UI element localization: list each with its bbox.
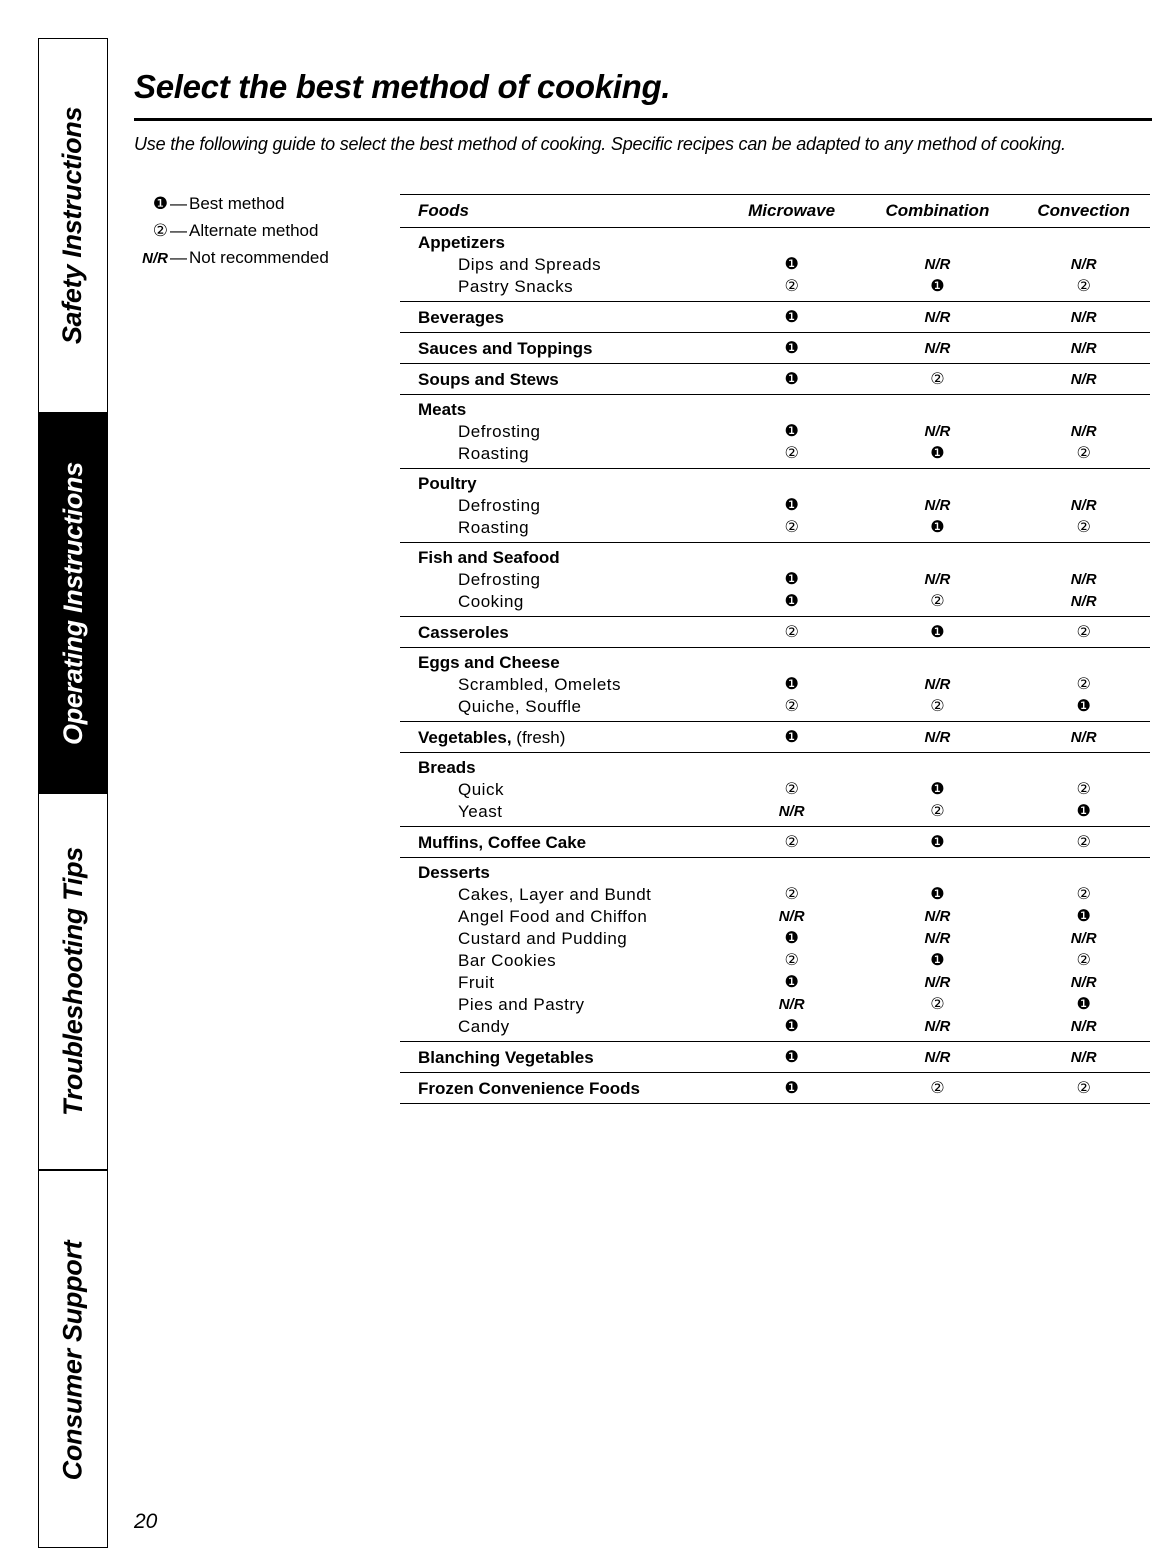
- best-method-icon: ❶: [784, 1080, 799, 1097]
- food-category-label: Breads: [418, 758, 476, 777]
- convection-cell: [1017, 883, 1150, 905]
- food-item: Defrosting: [458, 495, 541, 515]
- convection-cell: [1017, 590, 1150, 617]
- food-item: Custard and Pudding: [458, 928, 628, 948]
- not-recommended-mark: N/R: [924, 256, 951, 273]
- legend: [134, 192, 329, 273]
- not-recommended-mark: N/R: [924, 571, 951, 588]
- convection-cell: [1017, 516, 1150, 543]
- table-row: [400, 516, 1150, 543]
- combination-cell: [858, 722, 1018, 753]
- food-item: Candy: [400, 1015, 726, 1042]
- food-category-label: Poultry: [418, 474, 477, 493]
- food-category: [400, 1073, 726, 1104]
- not-recommended-mark: N/R: [778, 996, 805, 1013]
- best-method-icon: ❶: [784, 423, 799, 440]
- alternate-method-icon: ②: [930, 996, 945, 1013]
- microwave-cell: [726, 883, 858, 905]
- side-tab-safety-instructions[interactable]: [39, 39, 107, 414]
- combination-cell: [858, 778, 1018, 800]
- combination-cell: [858, 364, 1018, 395]
- legend-symbol: N/R: [142, 250, 168, 267]
- microwave-cell: [726, 228, 858, 254]
- table-row: [400, 494, 1150, 516]
- food-category: [400, 648, 726, 674]
- not-recommended-mark: N/R: [924, 497, 951, 514]
- food-item: Roasting: [400, 442, 726, 469]
- combination-cell: [858, 993, 1018, 1015]
- header-foods: Foods: [400, 195, 726, 228]
- best-method-icon: ❶: [784, 1049, 799, 1066]
- alternate-method-icon: ②: [1076, 1080, 1091, 1097]
- convection-cell: [1017, 543, 1150, 569]
- best-method-icon: ❶: [930, 952, 945, 969]
- side-tabs: [38, 38, 108, 1548]
- best-method-icon: ❶: [1076, 803, 1091, 820]
- not-recommended-mark: N/R: [924, 1018, 951, 1035]
- convection-cell: [1017, 722, 1150, 753]
- food-item: Dips and Spreads: [458, 254, 602, 274]
- best-method-icon: ❶: [784, 593, 799, 610]
- combination-cell: [858, 228, 1018, 254]
- food-item: Pies and Pastry: [458, 994, 585, 1014]
- microwave-cell: [726, 695, 858, 722]
- intro-text: Use the following guide to select the best method of cooking. Specific recipes can be adapted to any method of cooking.: [134, 134, 1066, 154]
- best-method-icon: ❶: [930, 624, 945, 641]
- table-row: [400, 753, 1150, 779]
- not-recommended-mark: N/R: [1070, 497, 1097, 514]
- food-category-label: Meats: [418, 400, 467, 419]
- food-item: Bar Cookies: [458, 950, 557, 970]
- not-recommended-mark: N/R: [924, 729, 951, 746]
- food-item: Scrambled, Omelets: [458, 674, 621, 694]
- legend-text: Best method: [189, 194, 285, 213]
- table-row: [400, 333, 1150, 364]
- best-method-icon: ❶: [784, 676, 799, 693]
- combination-cell: [858, 1042, 1018, 1073]
- combination-cell: [858, 673, 1018, 695]
- table-row: [400, 1015, 1150, 1042]
- microwave-cell: [726, 420, 858, 442]
- alternate-method-icon: ②: [784, 278, 799, 295]
- combination-cell: [858, 648, 1018, 674]
- food-category: [400, 302, 726, 333]
- convection-cell: [1017, 778, 1150, 800]
- microwave-cell: [726, 927, 858, 949]
- side-tab-label: Consumer Support: [57, 1240, 88, 1480]
- table-row: [400, 800, 1150, 827]
- alternate-method-icon: ②: [784, 886, 799, 903]
- legend-row: [134, 246, 329, 273]
- food-category: [400, 543, 726, 569]
- not-recommended-mark: N/R: [1070, 371, 1097, 388]
- side-tab-label: Operating Instructions: [57, 461, 88, 745]
- table-row: [400, 905, 1150, 927]
- food-category-label: Beverages: [418, 307, 505, 327]
- combination-cell: [858, 927, 1018, 949]
- food-category: [400, 753, 726, 779]
- combination-cell: [858, 905, 1018, 927]
- alternate-method-icon: ②: [784, 698, 799, 715]
- microwave-cell: [726, 333, 858, 364]
- convection-cell: [1017, 971, 1150, 993]
- convection-cell: [1017, 858, 1150, 884]
- alternate-method-icon: ②: [1076, 781, 1091, 798]
- table-row: [400, 568, 1150, 590]
- best-method-icon: ❶: [784, 256, 799, 273]
- food-category-label: Sauces and Toppings: [418, 338, 593, 358]
- best-method-icon: ❶: [930, 834, 945, 851]
- table-row: [400, 364, 1150, 395]
- table-row: [400, 971, 1150, 993]
- food-category: [400, 333, 726, 364]
- convection-cell: [1017, 827, 1150, 858]
- microwave-cell: [726, 858, 858, 884]
- microwave-cell: [726, 494, 858, 516]
- page-number: 20: [134, 1510, 158, 1533]
- combination-cell: [858, 494, 1018, 516]
- side-tab-troubleshooting-tips[interactable]: [39, 794, 107, 1171]
- best-method-icon: ❶: [784, 729, 799, 746]
- food-item: Angel Food and Chiffon: [458, 906, 648, 926]
- microwave-cell: [726, 905, 858, 927]
- table-row: [400, 253, 1150, 275]
- best-method-icon: ❶: [784, 497, 799, 514]
- header-microwave: Microwave: [726, 195, 858, 228]
- table-row: [400, 778, 1150, 800]
- convection-cell: [1017, 364, 1150, 395]
- not-recommended-mark: N/R: [1070, 423, 1097, 440]
- table-row: [400, 858, 1150, 884]
- combination-cell: [858, 971, 1018, 993]
- combination-cell: [858, 516, 1018, 543]
- convection-cell: [1017, 420, 1150, 442]
- microwave-cell: [726, 993, 858, 1015]
- table-row: [400, 695, 1150, 722]
- alternate-method-icon: ②: [930, 803, 945, 820]
- convection-cell: [1017, 695, 1150, 722]
- microwave-cell: [726, 442, 858, 469]
- alternate-method-icon: ②: [1076, 886, 1091, 903]
- convection-cell: [1017, 442, 1150, 469]
- not-recommended-mark: N/R: [1070, 309, 1097, 326]
- not-recommended-mark: N/R: [778, 803, 805, 820]
- table-row: [400, 302, 1150, 333]
- best-method-icon: ❶: [930, 886, 945, 903]
- alternate-method-icon: ②: [1076, 278, 1091, 295]
- alternate-method-icon: ②: [784, 952, 799, 969]
- legend-dash: —: [170, 248, 187, 267]
- not-recommended-mark: N/R: [778, 908, 805, 925]
- microwave-cell: [726, 568, 858, 590]
- convection-cell: [1017, 395, 1150, 421]
- table-row: [400, 722, 1150, 753]
- legend-dash: —: [170, 221, 187, 240]
- microwave-cell: [726, 364, 858, 395]
- combination-cell: [858, 395, 1018, 421]
- not-recommended-mark: N/R: [924, 423, 951, 440]
- microwave-cell: [726, 1042, 858, 1073]
- food-category: [400, 858, 726, 884]
- convection-cell: [1017, 469, 1150, 495]
- not-recommended-mark: N/R: [1070, 974, 1097, 991]
- microwave-cell: [726, 617, 858, 648]
- combination-cell: [858, 420, 1018, 442]
- food-category-label: Eggs and Cheese: [418, 653, 560, 672]
- convection-cell: [1017, 753, 1150, 779]
- alternate-method-icon: ②: [784, 781, 799, 798]
- food-category-label: Blanching Vegetables: [418, 1047, 594, 1067]
- convection-cell: [1017, 253, 1150, 275]
- convection-cell: [1017, 494, 1150, 516]
- combination-cell: [858, 302, 1018, 333]
- microwave-cell: [726, 827, 858, 858]
- alternate-method-icon: ②: [930, 593, 945, 610]
- microwave-cell: [726, 590, 858, 617]
- best-method-icon: ❶: [1076, 698, 1091, 715]
- microwave-cell: [726, 1073, 858, 1104]
- not-recommended-mark: N/R: [924, 974, 951, 991]
- microwave-cell: [726, 275, 858, 302]
- food-category-note: (fresh): [511, 727, 566, 747]
- microwave-cell: [726, 1015, 858, 1042]
- combination-cell: [858, 827, 1018, 858]
- best-method-icon: ❶: [784, 371, 799, 388]
- not-recommended-mark: N/R: [1070, 593, 1097, 610]
- convection-cell: [1017, 568, 1150, 590]
- side-tab-label: Safety Instructions: [57, 106, 88, 345]
- alternate-method-icon: ②: [1076, 519, 1091, 536]
- microwave-cell: [726, 800, 858, 827]
- combination-cell: [858, 858, 1018, 884]
- convection-cell: [1017, 673, 1150, 695]
- alternate-method-icon: ②: [930, 1080, 945, 1097]
- food-category-label: Frozen Convenience Foods: [418, 1078, 640, 1098]
- table-row: [400, 442, 1150, 469]
- legend-text: Not recommended: [189, 248, 329, 267]
- best-method-icon: ❶: [784, 340, 799, 357]
- best-method-icon: ❶: [1076, 908, 1091, 925]
- food-category-label: Appetizers: [418, 233, 505, 252]
- not-recommended-mark: N/R: [924, 340, 951, 357]
- convection-cell: [1017, 927, 1150, 949]
- food-item: Defrosting: [458, 421, 541, 441]
- not-recommended-mark: N/R: [924, 930, 951, 947]
- combination-cell: [858, 469, 1018, 495]
- combination-cell: [858, 1015, 1018, 1042]
- convection-cell: [1017, 275, 1150, 302]
- cooking-method-table: [400, 194, 1150, 1104]
- food-category-label: Soups and Stews: [418, 369, 559, 389]
- side-tab-operating-instructions[interactable]: [39, 414, 107, 794]
- combination-cell: [858, 883, 1018, 905]
- table-row: [400, 469, 1150, 495]
- food-category: [400, 364, 726, 395]
- not-recommended-mark: N/R: [1070, 930, 1097, 947]
- food-category: [400, 1042, 726, 1073]
- food-category-label: Casseroles: [418, 622, 509, 642]
- microwave-cell: [726, 395, 858, 421]
- title-rule: [134, 118, 1152, 121]
- food-category: [400, 722, 726, 753]
- legend-symbol: ②: [152, 221, 168, 240]
- table-row: [400, 420, 1150, 442]
- alternate-method-icon: ②: [930, 371, 945, 388]
- combination-cell: [858, 543, 1018, 569]
- table-row: [400, 993, 1150, 1015]
- table-row: [400, 543, 1150, 569]
- alternate-method-icon: ②: [1076, 445, 1091, 462]
- alternate-method-icon: ②: [1076, 834, 1091, 851]
- food-item: Roasting: [400, 516, 726, 543]
- convection-cell: [1017, 1042, 1150, 1073]
- microwave-cell: [726, 516, 858, 543]
- not-recommended-mark: N/R: [924, 1049, 951, 1066]
- microwave-cell: [726, 971, 858, 993]
- microwave-cell: [726, 673, 858, 695]
- convection-cell: [1017, 617, 1150, 648]
- combination-cell: [858, 617, 1018, 648]
- food-category: [400, 469, 726, 495]
- not-recommended-mark: N/R: [924, 309, 951, 326]
- alternate-method-icon: ②: [930, 698, 945, 715]
- alternate-method-icon: ②: [784, 834, 799, 851]
- best-method-icon: ❶: [784, 309, 799, 326]
- food-category: [400, 228, 726, 254]
- table-row: [400, 590, 1150, 617]
- alternate-method-icon: ②: [784, 445, 799, 462]
- not-recommended-mark: N/R: [1070, 256, 1097, 273]
- alternate-method-icon: ②: [784, 624, 799, 641]
- page-title: Select the best method of cooking.: [134, 68, 671, 105]
- microwave-cell: [726, 753, 858, 779]
- combination-cell: [858, 442, 1018, 469]
- convection-cell: [1017, 905, 1150, 927]
- best-method-icon: ❶: [784, 1018, 799, 1035]
- food-category: [400, 827, 726, 858]
- table-row: [400, 1042, 1150, 1073]
- convection-cell: [1017, 228, 1150, 254]
- convection-cell: [1017, 302, 1150, 333]
- combination-cell: [858, 753, 1018, 779]
- food-item: Fruit: [458, 972, 495, 992]
- combination-cell: [858, 695, 1018, 722]
- alternate-method-icon: ②: [1076, 952, 1091, 969]
- food-item: Cakes, Layer and Bundt: [458, 884, 652, 904]
- legend-row: [134, 219, 329, 246]
- table-row: [400, 395, 1150, 421]
- food-category: [400, 617, 726, 648]
- table-row: [400, 949, 1150, 971]
- food-item: Yeast: [400, 800, 726, 827]
- microwave-cell: [726, 253, 858, 275]
- combination-cell: [858, 253, 1018, 275]
- not-recommended-mark: N/R: [1070, 1018, 1097, 1035]
- best-method-icon: ❶: [784, 930, 799, 947]
- convection-cell: [1017, 949, 1150, 971]
- table-row: [400, 617, 1150, 648]
- convection-cell: [1017, 333, 1150, 364]
- microwave-cell: [726, 469, 858, 495]
- header-combination: Combination: [858, 195, 1018, 228]
- combination-cell: [858, 1073, 1018, 1104]
- best-method-icon: ❶: [784, 571, 799, 588]
- convection-cell: [1017, 993, 1150, 1015]
- microwave-cell: [726, 949, 858, 971]
- food-category-label: Fish and Seafood: [418, 548, 560, 567]
- convection-cell: [1017, 800, 1150, 827]
- table-row: [400, 927, 1150, 949]
- food-item: Defrosting: [458, 569, 541, 589]
- food-category: [400, 395, 726, 421]
- combination-cell: [858, 333, 1018, 364]
- food-category-label: Vegetables,: [418, 727, 512, 747]
- combination-cell: [858, 275, 1018, 302]
- food-category-label: Muffins, Coffee Cake: [418, 832, 587, 852]
- table-row: [400, 827, 1150, 858]
- best-method-icon: ❶: [930, 519, 945, 536]
- microwave-cell: [726, 722, 858, 753]
- legend-symbol: ❶: [152, 194, 168, 213]
- legend-text: Alternate method: [189, 221, 319, 240]
- header-convection: Convection: [1017, 195, 1150, 228]
- side-tab-label: Troubleshooting Tips: [57, 847, 88, 1116]
- convection-cell: [1017, 1015, 1150, 1042]
- alternate-method-icon: ②: [1076, 676, 1091, 693]
- combination-cell: [858, 949, 1018, 971]
- best-method-icon: ❶: [930, 278, 945, 295]
- best-method-icon: ❶: [1076, 996, 1091, 1013]
- best-method-icon: ❶: [784, 974, 799, 991]
- table-header-row: [400, 195, 1150, 228]
- convection-cell: [1017, 648, 1150, 674]
- food-category-label: Desserts: [418, 863, 490, 882]
- side-tab-consumer-support[interactable]: [39, 1171, 107, 1549]
- table-row: [400, 228, 1150, 254]
- microwave-cell: [726, 778, 858, 800]
- not-recommended-mark: N/R: [1070, 340, 1097, 357]
- best-method-icon: ❶: [930, 445, 945, 462]
- not-recommended-mark: N/R: [1070, 729, 1097, 746]
- microwave-cell: [726, 302, 858, 333]
- not-recommended-mark: N/R: [1070, 571, 1097, 588]
- food-item: Pastry Snacks: [400, 275, 726, 302]
- not-recommended-mark: N/R: [924, 908, 951, 925]
- alternate-method-icon: ②: [1076, 624, 1091, 641]
- food-item: Cooking: [400, 590, 726, 617]
- food-item: Quiche, Souffle: [400, 695, 726, 722]
- best-method-icon: ❶: [930, 781, 945, 798]
- not-recommended-mark: N/R: [1070, 1049, 1097, 1066]
- combination-cell: [858, 590, 1018, 617]
- alternate-method-icon: ②: [784, 519, 799, 536]
- not-recommended-mark: N/R: [924, 676, 951, 693]
- legend-dash: —: [170, 194, 187, 213]
- table-row: [400, 673, 1150, 695]
- combination-cell: [858, 800, 1018, 827]
- food-item: Quick: [458, 779, 504, 799]
- table-row: [400, 1073, 1150, 1104]
- convection-cell: [1017, 1073, 1150, 1104]
- microwave-cell: [726, 648, 858, 674]
- legend-row: [134, 192, 329, 219]
- table-row: [400, 648, 1150, 674]
- table-row: [400, 275, 1150, 302]
- microwave-cell: [726, 543, 858, 569]
- combination-cell: [858, 568, 1018, 590]
- table-row: [400, 883, 1150, 905]
